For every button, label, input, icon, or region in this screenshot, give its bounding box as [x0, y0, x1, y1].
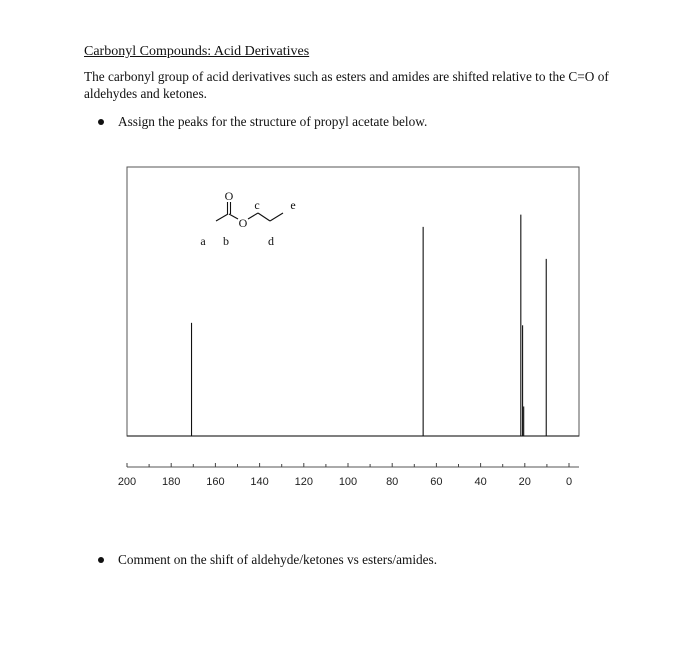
bond-a-b — [216, 214, 228, 221]
x-tick-label: 0 — [565, 476, 573, 488]
x-tick-label: 40 — [474, 476, 487, 488]
bond-c-d — [258, 213, 270, 221]
x-tick-label: 80 — [386, 476, 399, 488]
bond-o-c — [248, 213, 258, 219]
ester-oxygen-label: O — [238, 216, 248, 230]
intro-paragraph: The carbonyl group of acid derivatives such as esters and amides are shifted relative to the C=O of aldehydes and ketones. — [84, 69, 609, 101]
x-tick-label: 160 — [206, 476, 225, 488]
plot-frame — [127, 167, 579, 436]
bullet-comment-text: Comment on the shift of aldehyde/ketones vs esters/amides. — [118, 552, 438, 567]
bullet-comment — [98, 552, 437, 568]
carbon-label-e: e — [290, 198, 296, 212]
carbonyl-oxygen-label: O — [224, 189, 234, 203]
x-tick-label: 20 — [518, 476, 531, 488]
propyl-acetate-structure — [216, 202, 283, 221]
carbon-label-b: b — [223, 234, 229, 248]
x-tick-label: 200 — [117, 476, 137, 488]
bullet-dot-icon — [98, 557, 104, 563]
bullet-assign-text: Assign the peaks for the structure of propyl acetate below. — [118, 114, 428, 129]
bond-c-o-ester — [229, 214, 238, 219]
x-tick-label: 120 — [294, 476, 313, 488]
x-tick-label: 140 — [250, 476, 269, 488]
peaks-layer — [192, 215, 547, 436]
carbon-label-d: d — [268, 234, 274, 248]
section-heading: Carbonyl Compounds: Acid Derivatives — [84, 44, 310, 59]
bond-d-e — [270, 213, 283, 221]
carbon-label-c: c — [254, 198, 260, 212]
x-tick-label: 60 — [430, 476, 443, 488]
x-tick-label: 180 — [162, 476, 181, 488]
x-tick-label: 100 — [338, 476, 358, 488]
carbon-label-a: a — [200, 234, 206, 248]
